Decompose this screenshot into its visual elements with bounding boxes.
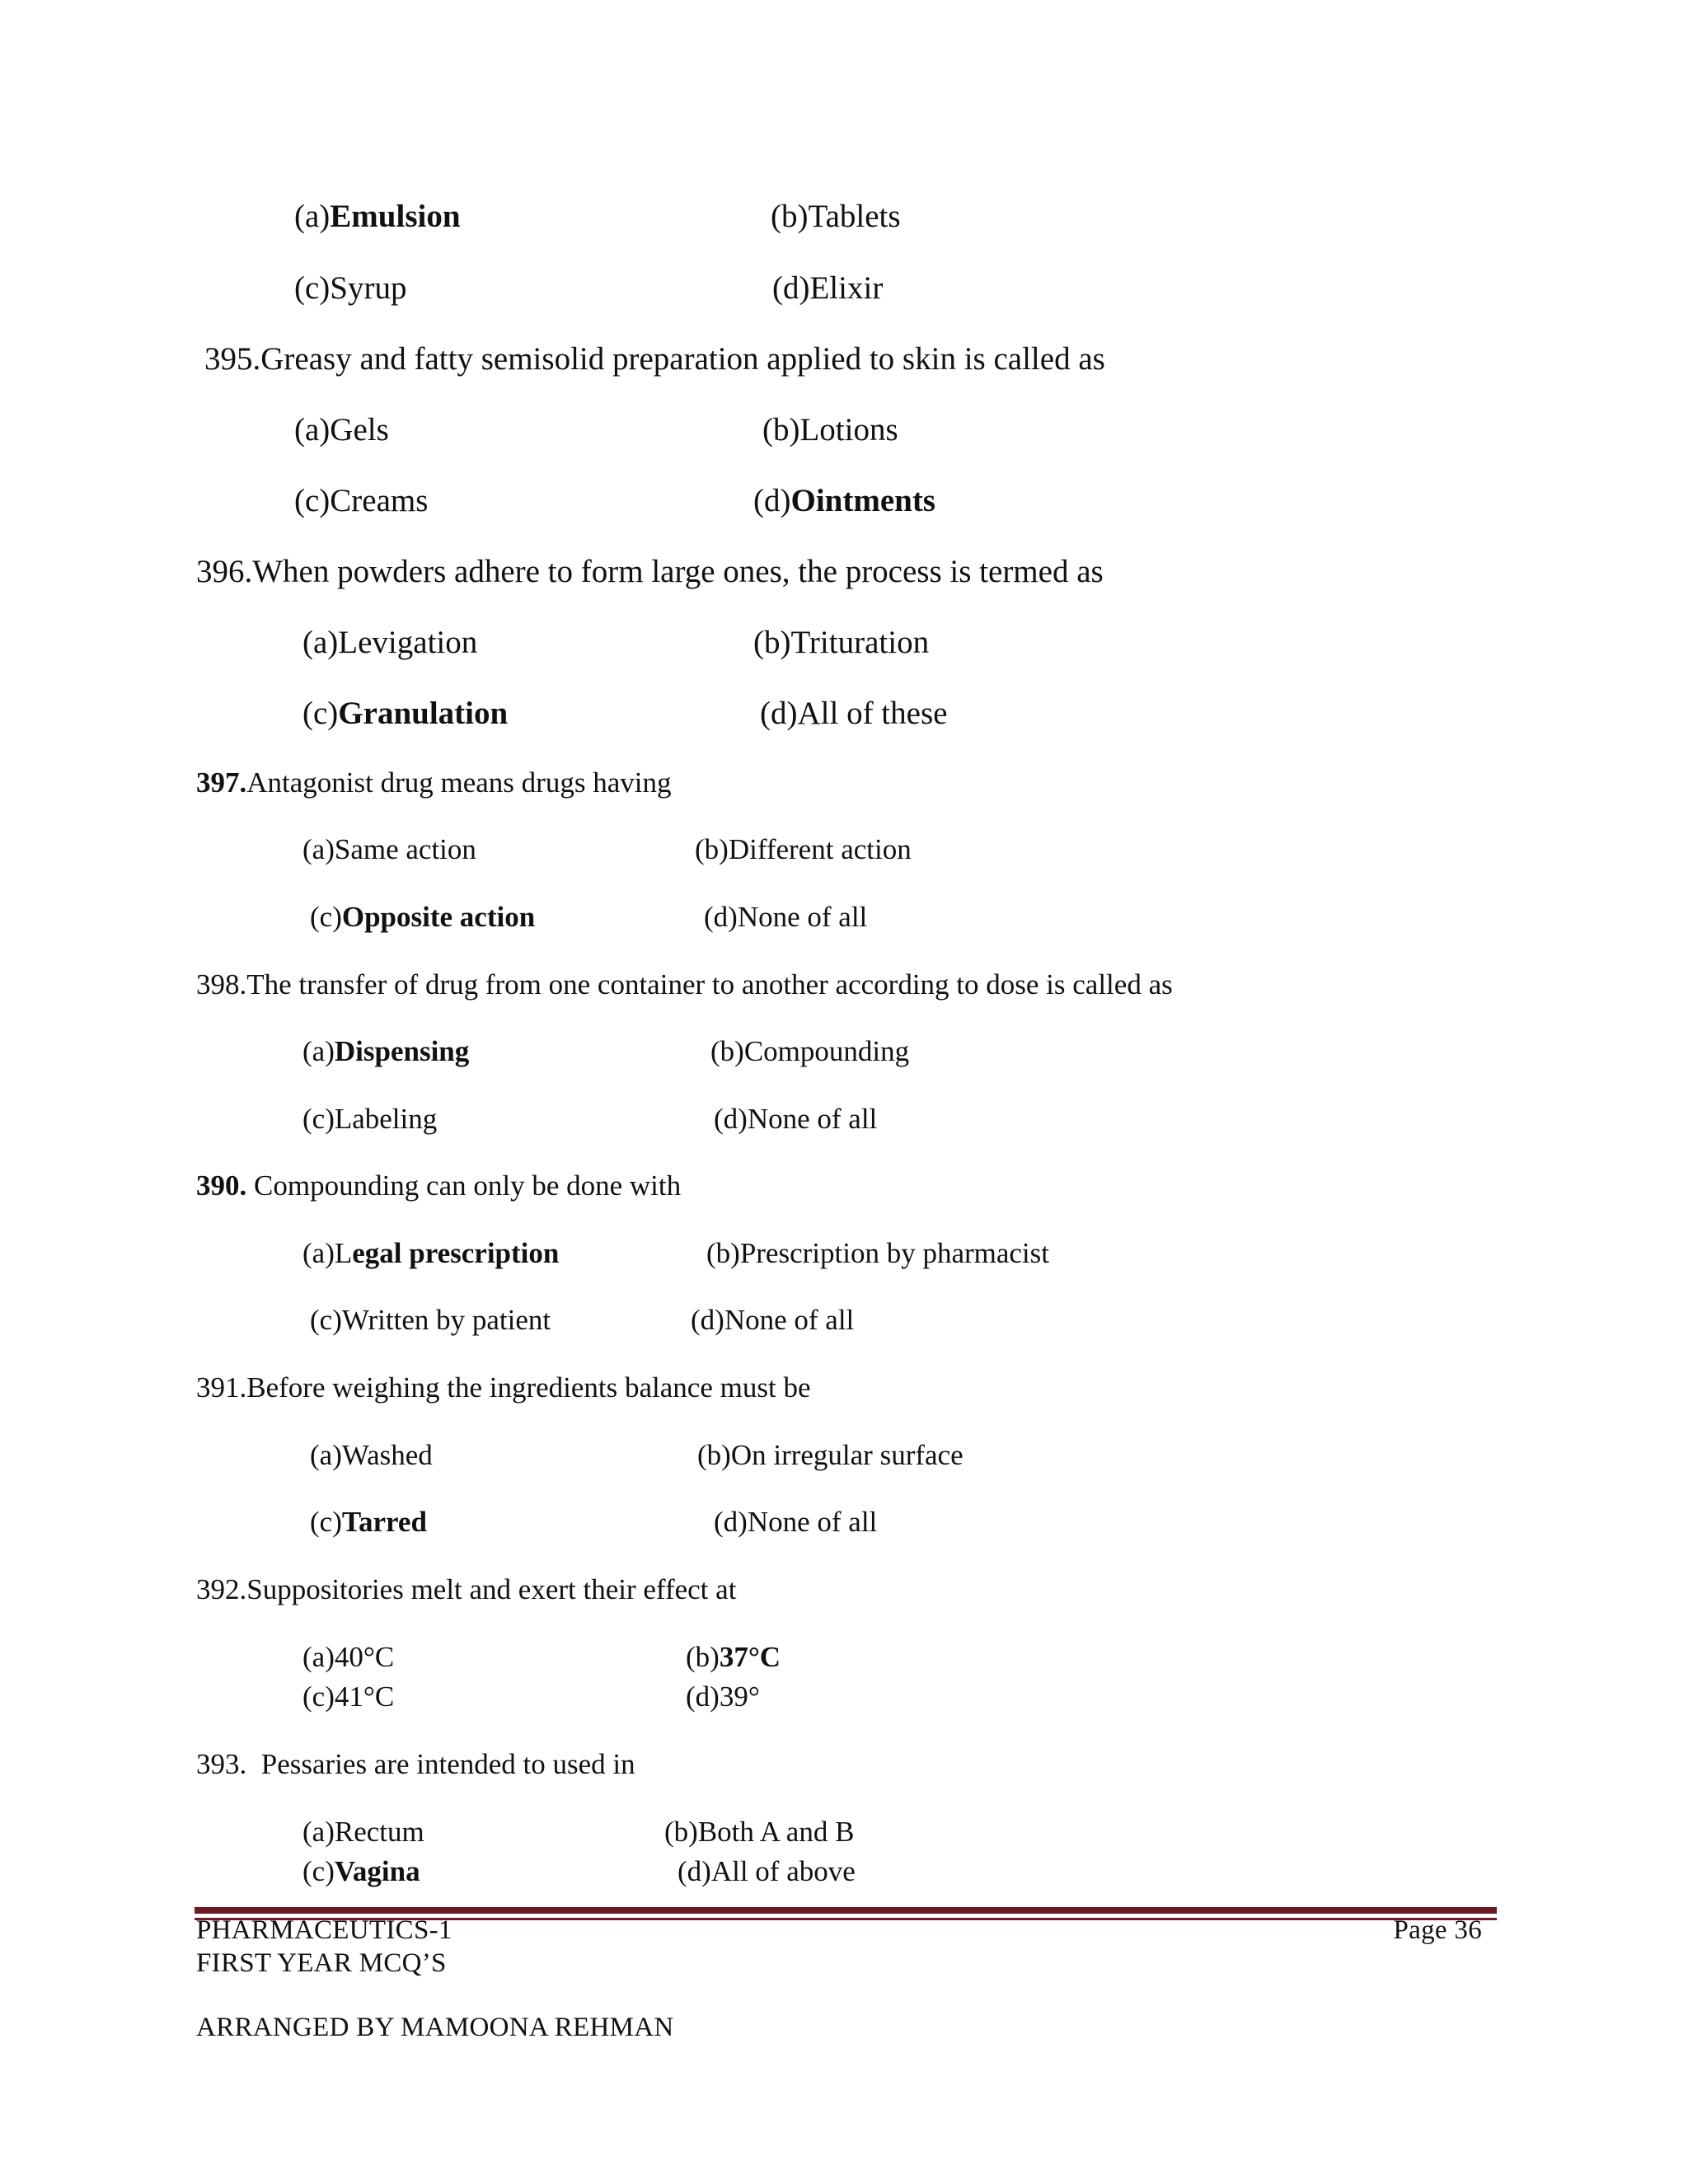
footer-rule-thick [195,1907,1497,1914]
option-d: (d)All of above [678,1855,856,1887]
option-c: (c)Written by patient [310,1304,551,1336]
option-d: (d)None of all [691,1304,855,1336]
option-c: (c)Tarred [310,1506,427,1538]
option-b: (b)Compounding [710,1035,910,1067]
option-c: (c)41°C [302,1680,395,1713]
option-a: (a)Emulsion [294,199,461,234]
option-b: (b)Prescription by pharmacist [706,1237,1050,1269]
question-397: 397.Antagonist drug means drugs having [196,766,672,799]
option-a: (a)Dispensing [302,1035,470,1067]
footer-subject: PHARMACEUTICS-1 [196,1915,452,1945]
option-d: (d)None of all [704,901,868,933]
option-c: (c)Creams [294,483,429,518]
option-d: (d)39° [686,1680,760,1713]
question-396: 396.When powders adhere to form large ones, the process is termed as [196,554,1104,589]
option-c: (c)Labeling [302,1103,438,1135]
option-c: (c)Opposite action [310,901,536,933]
option-d: (d)Ointments [753,483,935,518]
option-b: (b)Trituration [753,625,930,660]
question-390: 390. Compounding can only be done with [196,1169,682,1202]
question-392: 392.Suppositories melt and exert their effect at [196,1573,737,1605]
option-b: (b)On irregular surface [697,1439,964,1471]
option-a: (a)Same action [302,833,476,865]
question-391: 391.Before weighing the ingredients balance must be [196,1371,811,1404]
option-b: (b)37°C [686,1641,781,1673]
option-d: (d)None of all [714,1103,878,1135]
option-a: (a)Rectum [302,1816,424,1848]
option-d: (d)All of these [760,696,948,731]
option-a: (a)Legal prescription [302,1237,560,1269]
option-b: (b)Tablets [771,199,901,234]
option-c: (c)Syrup [294,270,407,306]
option-b: (b)Both A and B [664,1816,855,1848]
option-b: (b)Lotions [762,412,898,448]
option-c: (c)Vagina [302,1855,420,1887]
footer-author: ARRANGED BY MAMOONA REHMAN [196,2013,674,2042]
option-a: (a)40°C [302,1641,395,1673]
footer-level: FIRST YEAR MCQ’S [196,1948,447,1978]
option-d: (d)Elixir [772,270,884,306]
option-a: (a)Levigation [302,625,478,660]
option-a: (a)Washed [310,1439,433,1471]
page-number: Page 36 [1393,1915,1482,1945]
option-c: (c)Granulation [302,696,509,731]
question-393: 393. Pessaries are intended to used in [196,1748,635,1780]
question-398: 398.The transfer of drug from one container to another according to dose is called as [196,968,1173,1001]
option-a: (a)Gels [294,412,389,448]
question-395: 395.Greasy and fatty semisolid preparation applied to skin is called as [204,341,1105,377]
option-b: (b)Different action [695,833,912,865]
option-d: (d)None of all [714,1506,878,1538]
